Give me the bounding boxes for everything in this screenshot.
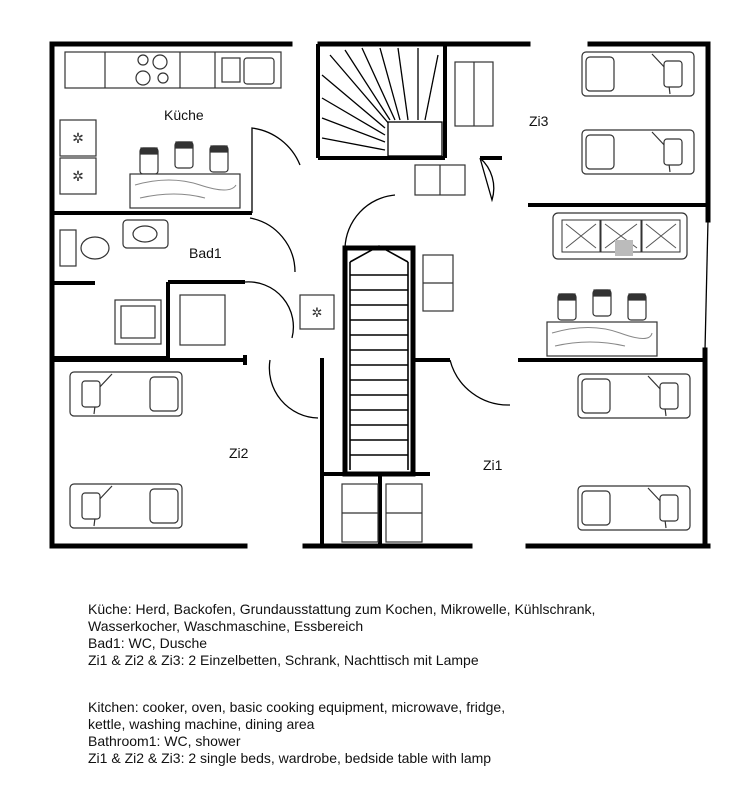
zi2-furniture: [70, 372, 182, 528]
kitchen-dining: [130, 142, 240, 208]
room-label-zi2: Zi2: [229, 445, 249, 461]
room-label-zi3: Zi3: [529, 113, 549, 129]
zi3-furniture: [455, 52, 694, 174]
legend-line: Zi1 & Zi2 & Zi3: 2 Einzelbetten, Schrank, Nachttisch mit Lampe: [88, 652, 479, 668]
stairs-central: [350, 246, 408, 470]
legend-line: Bad1: WC, Dusche: [88, 635, 208, 651]
legend-line: Bathroom1: WC, shower: [88, 733, 241, 749]
legend-line: kettle, washing machine, dining area: [88, 716, 315, 732]
stairs-upper: [322, 48, 442, 156]
legend-line: Kitchen: cooker, oven, basic cooking equipment, microwave, fridge,: [88, 699, 506, 715]
zi1-furniture: [342, 374, 690, 542]
legend-line: Wasserkocher, Waschmaschine, Essbereich: [88, 618, 364, 634]
lounge-furniture: [547, 213, 687, 356]
kitchen-appliances: [60, 120, 96, 194]
legend-english: [88, 699, 505, 767]
svg-text:✲: ✲: [311, 305, 323, 320]
room-label-kueche: Küche: [164, 107, 204, 123]
room-label-zi1: Zi1: [483, 457, 503, 473]
legend-line: Zi1 & Zi2 & Zi3: 2 single beds, wardrobe, bedside table with lamp: [88, 750, 492, 766]
legend-german: [88, 601, 595, 669]
svg-text:✲: ✲: [72, 130, 84, 146]
legend-line: Küche: Herd, Backofen, Grundausstattung zum Kochen, Mikrowelle, Kühlschrank,: [88, 601, 596, 617]
room-label-bad1: Bad1: [189, 245, 222, 261]
kitchen-counter: [65, 52, 281, 88]
svg-text:✲: ✲: [72, 168, 84, 184]
